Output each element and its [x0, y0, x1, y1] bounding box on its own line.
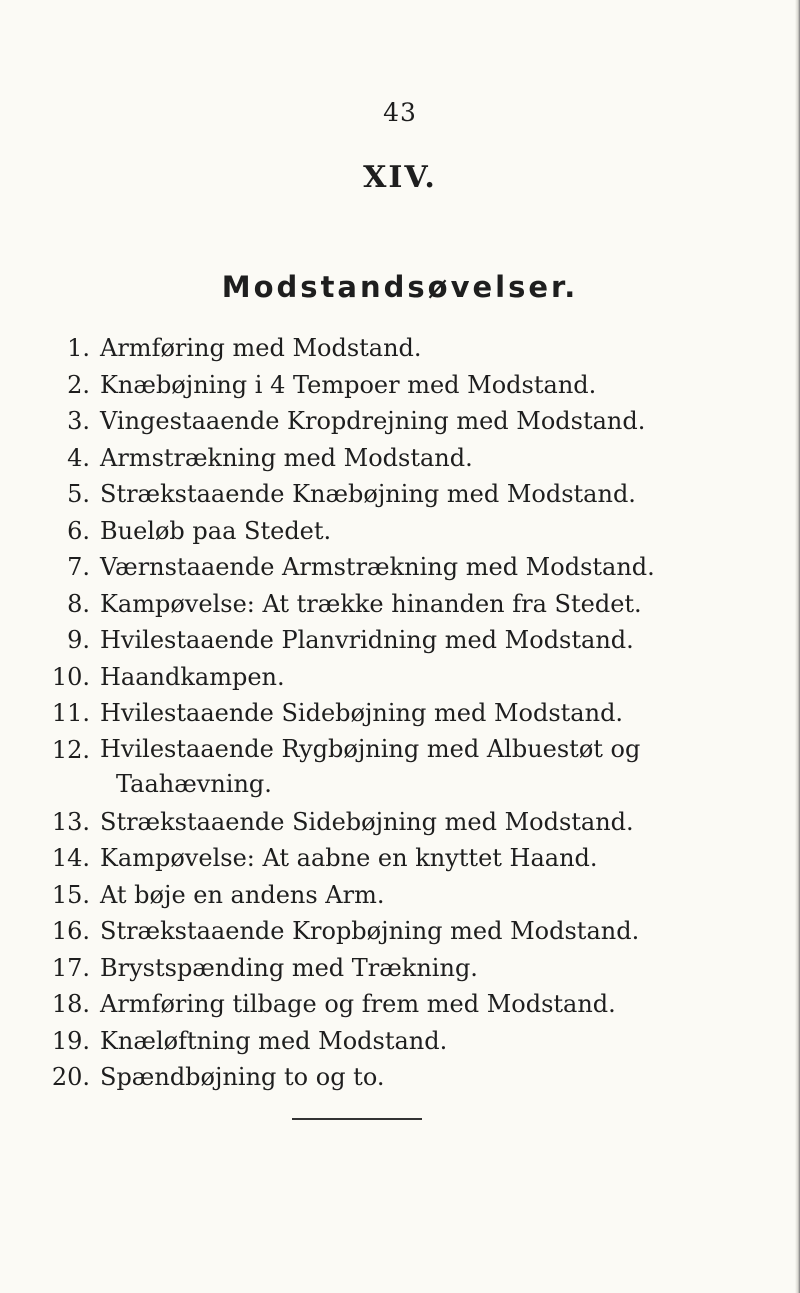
exercise-item	[40, 695, 780, 732]
exercise-number: 1.	[67, 334, 90, 362]
exercise-number: 9.	[67, 626, 90, 654]
exercise-text: Strækstaaende Kropbøjning med Modstand.	[100, 917, 640, 945]
exercise-item	[40, 622, 780, 659]
exercise-text: Spændbøjning to og to.	[100, 1063, 385, 1091]
exercise-item	[40, 549, 780, 586]
exercise-item	[40, 986, 780, 1023]
exercise-number: 15.	[51, 880, 90, 909]
exercise-number: 7.	[67, 553, 90, 581]
exercise-number: 10.	[51, 662, 90, 691]
exercise-text: Hvilestaaende Rygbøjning med Albuestøt og	[100, 734, 641, 763]
end-rule	[292, 1118, 422, 1120]
exercise-number: 2.	[67, 370, 90, 399]
exercise-text: Haandkampen.	[100, 662, 285, 691]
exercise-number: 19.	[51, 1026, 90, 1055]
exercise-item	[40, 804, 780, 841]
exercise-text: Armstrækning med Modstand.	[100, 443, 473, 472]
exercise-item	[40, 367, 780, 404]
exercise-number: 6.	[67, 516, 90, 545]
exercise-item	[40, 586, 780, 623]
exercise-text: Kampøvelse: At aabne en knyttet Haand.	[100, 844, 598, 872]
exercise-text: Armføring med Modstand.	[100, 334, 422, 362]
exercise-item	[40, 732, 780, 804]
exercise-text: Strækstaaende Sidebøjning med Modstand.	[100, 807, 634, 836]
exercise-number: 8.	[67, 589, 90, 618]
exercise-item	[40, 950, 780, 987]
exercise-text-block	[100, 732, 780, 804]
exercise-item	[40, 440, 780, 477]
exercise-item	[40, 840, 780, 877]
exercise-text: Knæbøjning i 4 Tempoer med Modstand.	[100, 370, 597, 399]
exercise-item	[40, 913, 780, 950]
exercise-number: 18.	[51, 990, 90, 1018]
exercise-number: 4.	[67, 443, 90, 472]
exercise-text: Kampøvelse: At trække hinanden fra Stedet.	[100, 589, 642, 618]
exercise-item	[40, 330, 780, 367]
exercise-text: Armføring tilbage og frem med Modstand.	[100, 990, 616, 1018]
exercise-text: Hvilestaaende Sidebøjning med Modstand.	[100, 699, 624, 727]
exercise-text: Hvilestaaende Planvridning med Modstand.	[100, 626, 634, 654]
page-edge	[795, 0, 800, 1293]
exercise-item	[40, 877, 780, 914]
exercise-text: Strækstaaende Knæbøjning med Modstand.	[100, 480, 636, 508]
chapter-heading: XIV.	[363, 160, 437, 195]
exercise-number: 5.	[67, 480, 90, 508]
section-title: Modstandsøvelser.	[221, 270, 579, 304]
exercise-text-continuation: Taahævning.	[116, 769, 272, 798]
page-number: 43	[383, 98, 417, 127]
exercise-item	[40, 513, 780, 550]
exercise-text: Knæløftning med Modstand.	[100, 1026, 448, 1055]
exercise-number: 3.	[67, 407, 90, 435]
exercise-item	[40, 476, 780, 513]
exercise-list	[40, 330, 780, 1096]
exercise-number: 16.	[51, 917, 90, 945]
exercise-item	[40, 1059, 780, 1096]
exercise-item	[40, 403, 780, 440]
exercise-text: Brystspænding med Trækning.	[100, 953, 478, 982]
exercise-text: Værnstaaende Armstrækning med Modstand.	[100, 553, 655, 581]
exercise-number: 20.	[51, 1063, 90, 1091]
exercise-number: 13.	[51, 807, 90, 836]
exercise-number: 17.	[51, 953, 90, 982]
exercise-text: Vingestaaende Kropdrejning med Modstand.	[100, 407, 646, 435]
exercise-number: 12.	[51, 735, 90, 764]
exercise-number: 11.	[51, 699, 90, 727]
exercise-item	[40, 659, 780, 696]
exercise-text: Bueløb paa Stedet.	[100, 516, 332, 545]
exercise-item	[40, 1023, 780, 1060]
exercise-number: 14.	[51, 844, 90, 872]
exercise-text: At bøje en andens Arm.	[100, 880, 385, 909]
